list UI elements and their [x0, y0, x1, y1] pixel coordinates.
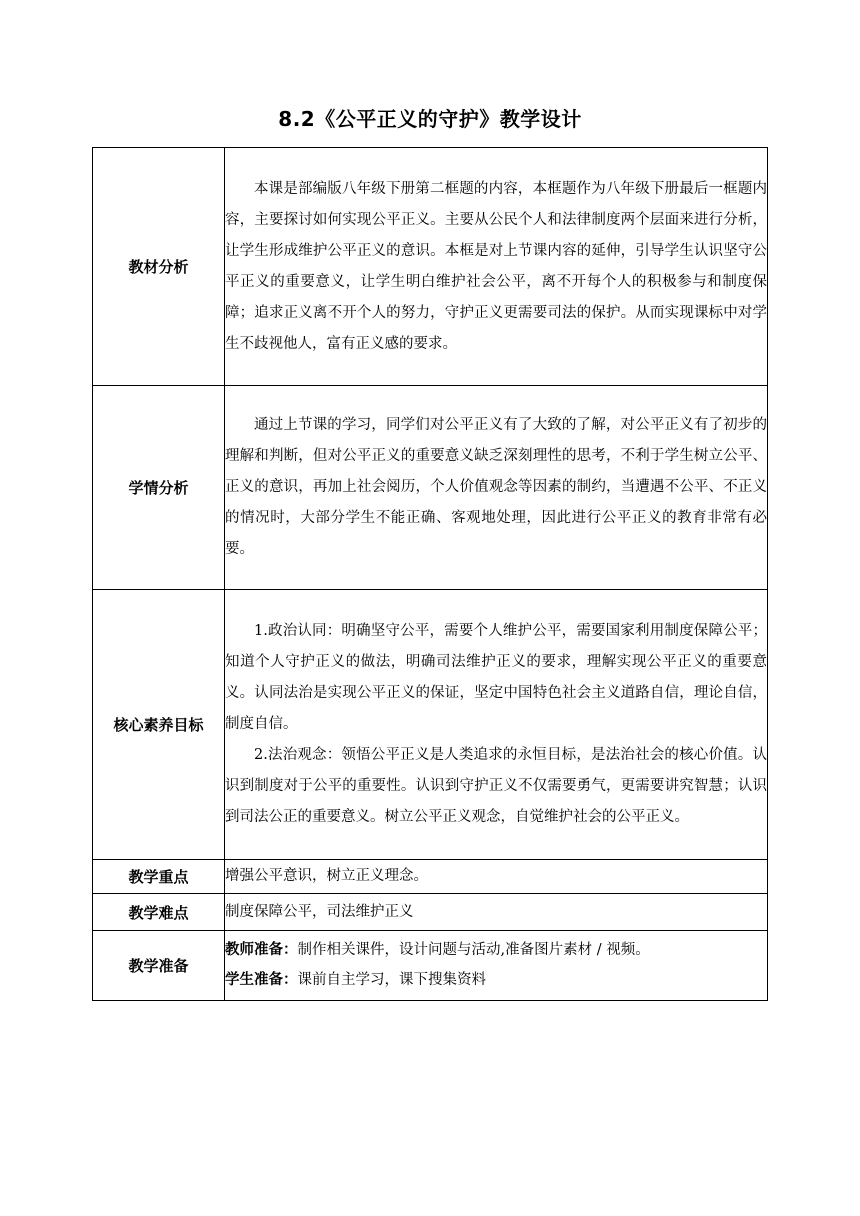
row-text: 增强公平意识，树立正义理念。 [225, 868, 428, 884]
document-title: 8.2《公平正义的守护》教学设计 [278, 107, 582, 131]
row-label: 核心素养目标 [93, 590, 225, 860]
teacher-preparation-label: 教师准备： [225, 942, 298, 958]
row-content [225, 590, 768, 860]
row-content [225, 386, 768, 590]
row-content [225, 860, 768, 894]
student-preparation-text: 课前自主学习，课下搜集资料 [297, 972, 486, 988]
table-row-difficulties [93, 894, 768, 931]
teacher-preparation-text: 制作相关课件，设计问题与活动,准备图片素材 / 视频。 [297, 942, 650, 958]
row-label: 学情分析 [93, 386, 225, 590]
row-label: 教学重点 [93, 860, 225, 894]
table-row-preparation [93, 931, 768, 1001]
row-label: 教学难点 [93, 894, 225, 931]
row-label: 教材分析 [93, 148, 225, 386]
row-label: 教学准备 [93, 931, 225, 1001]
paragraph: 本课是部编版八年级下册第二框题的内容，本框题作为八年级下册最后一框题内容，主要探讨如何实现公平正义。主要从公民个人和法律制度两个层面来进行分析，让学生形成维护公平正义的意识。本框是对上节课内容的延伸，引导学生认识坚守公平正义的重要意义，让学生明白维护社会公平，离不开每个人的积极参与和制度保障；追求正义离不开个人的努力，守护正义更需要司法的保护。从而实现课标中对学生不歧视他人，富有正义感的要求。 [225, 180, 767, 352]
paragraph: 2.法治观念：领悟公平正义是人类追求的永恒目标，是法治社会的核心价值。认识到制度对于公平的重要性。认识到守护正义不仅需要勇气，更需要讲究智慧；认识到司法公正的重要意义。树立公平正义观念，自觉维护社会的公平正义。 [225, 747, 767, 825]
table-row-key-points [93, 860, 768, 894]
table-row-textbook-analysis [93, 148, 768, 386]
table-row-student-analysis [93, 386, 768, 590]
teacher-preparation [225, 935, 767, 965]
table-row-core-literacy-goals [93, 590, 768, 860]
student-preparation [225, 965, 767, 995]
row-content [225, 931, 768, 1001]
student-preparation-label: 学生准备： [225, 972, 298, 988]
row-content [225, 894, 768, 931]
lesson-plan-table [92, 147, 768, 1001]
paragraph: 1.政治认同：明确坚守公平，需要个人维护公平，需要国家利用制度保障公平；知道个人守护正义的做法，明确司法维护正义的要求，理解实现公平正义的重要意义。认同法治是实现公平正义的保证，坚定中国特色社会主义道路自信，理论自信，制度自信。 [225, 623, 767, 732]
row-text: 制度保障公平，司法维护正义 [225, 903, 414, 920]
row-content [225, 148, 768, 386]
paragraph: 通过上节课的学习，同学们对公平正义有了大致的了解，对公平正义有了初步的理解和判断，但对公平正义的重要意义缺乏深刻理性的思考，不利于学生树立公平、正义的意识，再加上社会阅历，个人价值观念等因素的制约，当遭遇不公平、不正义的情况时，大部分学生不能正确、客观地处理，因此进行公平正义的教育非常有必要。 [225, 417, 767, 557]
